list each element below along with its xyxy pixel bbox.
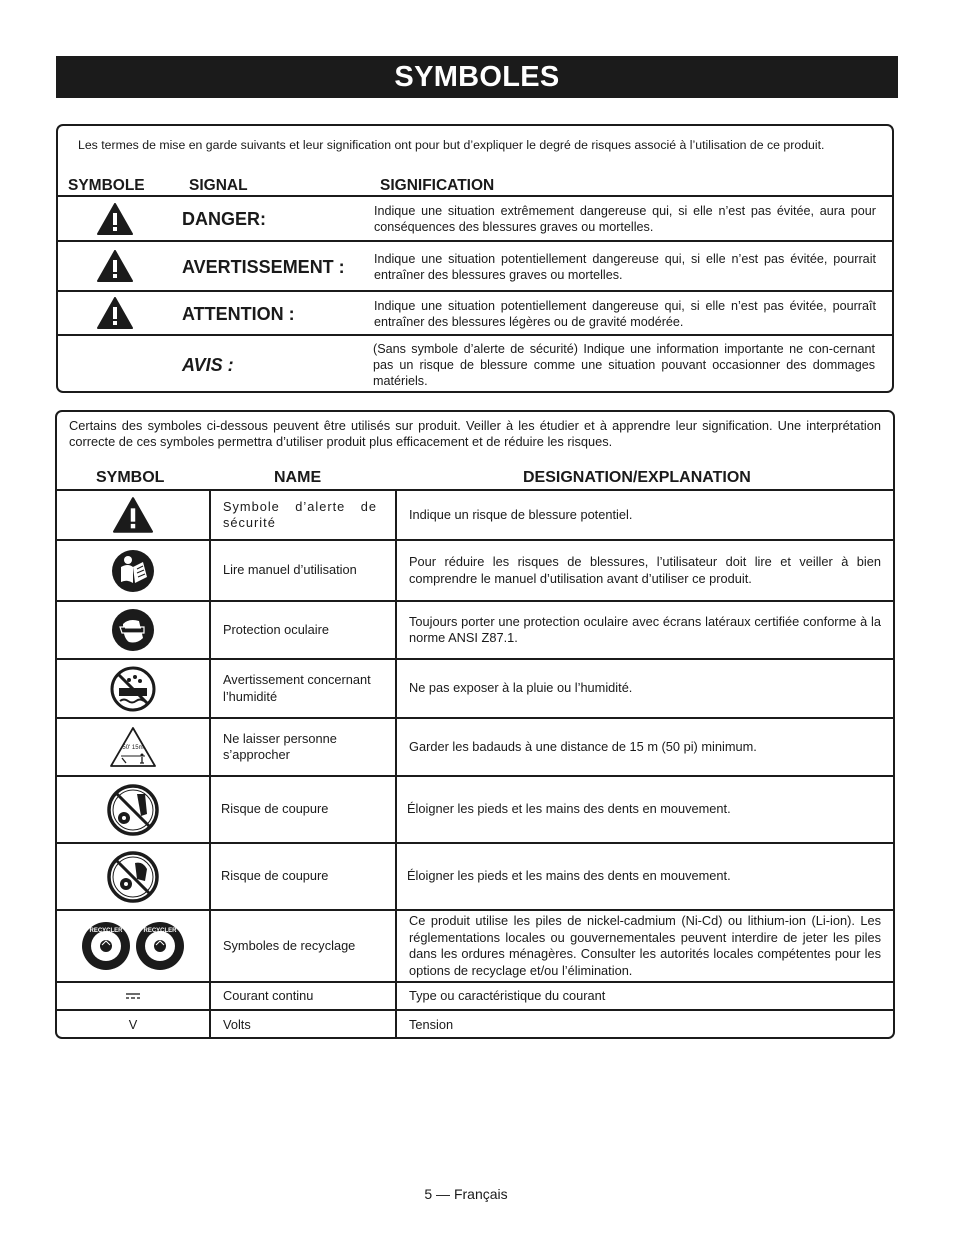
meaning-danger: Indique une situation extrêmement dangereuse qui, si elle n’est pas évitée, aura pour conséquences des blessures graves ou mortelles. — [374, 204, 876, 234]
signal-words-table — [56, 124, 894, 393]
explanation-recycling: Ce produit utilise les piles de nickel-cadmium (Ni-Cd) ou lithium-ion (Li-ion). Les réglementations locales ou gouvernementales peuvent interdire de jeter les piles dans les ordures ménagères. Consulter les autorités locales compétentes pour les options de recyclage et/ou l’élimination. — [409, 913, 881, 978]
keep-bystanders-away-icon — [109, 726, 157, 768]
name-keep-away: Ne laisser personne s’approcher — [223, 730, 337, 762]
signal-danger: DANGER: — [182, 209, 266, 229]
name-safety-alert: Symbole d’alerte de sécurité — [223, 498, 377, 530]
warning-triangle-icon — [97, 203, 133, 235]
name-wet-conditions: Avertissement concernant l’humidité — [223, 672, 371, 704]
eye-protection-icon — [111, 608, 155, 652]
cutting-hazard-hand-icon — [107, 851, 159, 903]
explanation-volts: Tension — [409, 1016, 454, 1032]
header-symbol: SYMBOL — [96, 469, 165, 486]
wet-conditions-icon — [110, 666, 156, 712]
header-signal: SIGNAL — [189, 177, 248, 194]
safety-alert-icon — [113, 497, 153, 533]
explanation-read-manual: Pour réduire les risques de blessures, l’utilisateur doit lire et veiller à bien comprendre le manuel d’utilisation avant d’utiliser ce produit. — [409, 554, 881, 586]
svg-text:50' 15m: 50' 15m — [122, 745, 144, 751]
volts-symbol: V — [128, 1016, 138, 1032]
explanation-safety-alert: Indique un risque de blessure potentiel. — [409, 506, 633, 522]
header-name: NAME — [274, 469, 322, 486]
meaning-avis: (Sans symbole d’alerte de sécurité) Indique une information importante ne con-cernant pas un risque de blessure comme une situation pouvant occasionner des dommages matériels. — [373, 342, 875, 388]
signal-intro: Les termes de mise en garde suivants et leur signification ont pour but d’expliquer le degré de risques associé à l’utilisation de ce produit. — [78, 138, 825, 152]
name-direct-current: Courant continu — [223, 987, 314, 1003]
warning-triangle-icon — [97, 297, 133, 329]
page-number: 5 — Français — [424, 1186, 508, 1202]
recycle-seal-icon — [135, 921, 185, 971]
name-recycling: Symboles de recyclage — [223, 937, 356, 953]
name-volts: Volts — [223, 1016, 251, 1032]
explanation-cutting-hazard-1: Éloigner les pieds et les mains des dents en mouvement. — [407, 801, 731, 817]
name-eye-protection: Protection oculaire — [223, 621, 329, 637]
name-cutting-hazard-2: Risque de coupure — [221, 868, 329, 884]
header-symbole: SYMBOLE — [68, 177, 145, 194]
signal-attention: ATTENTION : — [182, 304, 295, 324]
svg-text:RECYCLER: RECYCLER — [143, 928, 177, 934]
recycle-seal-icon — [81, 921, 131, 971]
meaning-attention: Indique une situation potentiellement dangereuse qui, si elle n’est pas évitée, pourraît entraîner des blessures légères ou de gravité modérée. — [374, 299, 876, 329]
meaning-avertissement: Indique une situation potentiellement dangereuse qui, si elle n’est pas évitée, pourrait entraîner des blessures graves ou mortelles. — [374, 252, 876, 282]
page-footer — [0, 1186, 954, 1202]
svg-text:RECYCLER: RECYCLER — [89, 928, 123, 934]
direct-current-icon — [125, 992, 141, 1000]
signal-avertissement: AVERTISSEMENT : — [182, 257, 345, 277]
name-read-manual: Lire manuel d’utilisation — [223, 562, 357, 578]
explanation-wet-conditions: Ne pas exposer à la pluie ou l’humidité. — [409, 680, 633, 696]
read-manual-icon — [111, 549, 155, 593]
header-explanation: DESIGNATION/EXPLANATION — [523, 469, 751, 486]
cutting-hazard-foot-icon — [107, 784, 159, 836]
explanation-cutting-hazard-2: Éloigner les pieds et les mains des dents en mouvement. — [407, 868, 731, 884]
signal-avis: AVIS : — [182, 355, 234, 375]
symbols-table — [55, 410, 895, 1039]
page-title: SYMBOLES — [56, 56, 898, 98]
explanation-keep-away: Garder les badauds à une distance de 15 m (50 pi) minimum. — [409, 738, 757, 754]
warning-triangle-icon — [97, 250, 133, 282]
symbols-intro: Certains des symboles ci-dessous peuvent être utilisés sur produit. Veiller à les étudier et à apprendre leur signification. Une interprétation correcte de ces symboles permettra d’utiliser produit plus efficacement et de réduire les risques. — [69, 418, 881, 449]
name-cutting-hazard-1: Risque de coupure — [221, 801, 329, 817]
explanation-direct-current: Type ou caractéristique du courant — [409, 987, 606, 1003]
header-signification: SIGNIFICATION — [380, 177, 495, 194]
explanation-eye-protection: Toujours porter une protection oculaire avec écrans latéraux certifiée conforme à la norme ANSI Z87.1. — [409, 613, 881, 645]
